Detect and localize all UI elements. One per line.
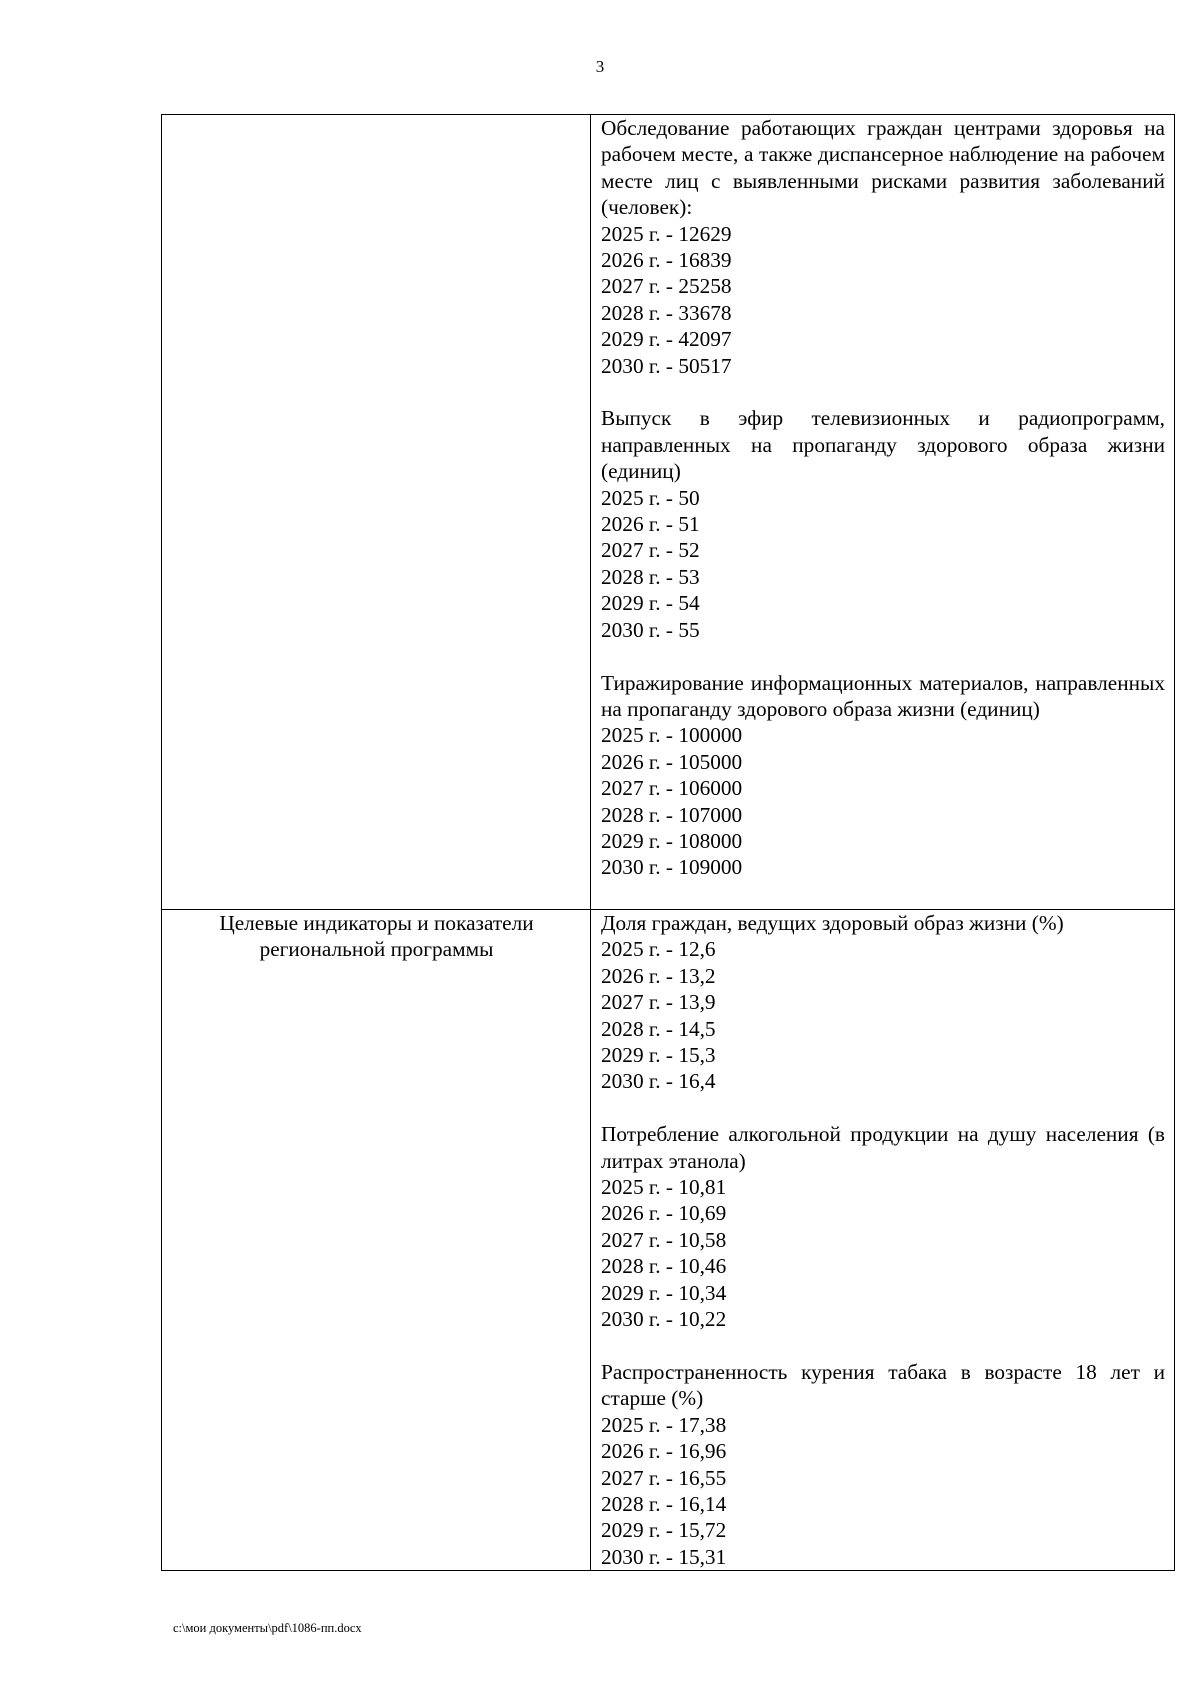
- table-row: [162, 910, 1175, 1571]
- indicator-value: 2027 г. - 16,55: [601, 1465, 727, 1490]
- indicator-value: 2027 г. - 52: [601, 538, 700, 563]
- indicator-value: 2026 г. - 13,2: [601, 963, 716, 988]
- indicator-value: 2030 г. - 50517: [601, 353, 732, 378]
- indicator-value: 2025 г. - 17,38: [601, 1412, 727, 1437]
- indicator-value: 2029 г. - 15,3: [601, 1043, 716, 1068]
- indicator-value: 2029 г. - 15,72: [601, 1518, 727, 1543]
- indicator-value: 2026 г. - 51: [601, 512, 700, 537]
- indicator-value: 2026 г. - 16839: [601, 248, 732, 273]
- indicator-block: [601, 115, 1165, 379]
- indicator-value: 2028 г. - 53: [601, 564, 700, 589]
- indicator-value: 2025 г. - 50: [601, 485, 700, 510]
- indicator-value: 2026 г. - 105000: [601, 749, 743, 774]
- page-number: 3: [595, 57, 605, 76]
- row-label-cell: Целевые индикаторы и показатели региональной программы: [162, 910, 591, 1571]
- indicator-value: 2028 г. - 16,14: [601, 1491, 727, 1516]
- indicator-value: 2030 г. - 10,22: [601, 1307, 727, 1332]
- indicator-value: 2027 г. - 10,58: [601, 1227, 727, 1252]
- indicator-description: Доля граждан, ведущих здоровый образ жизни (%): [601, 911, 1064, 935]
- table-row: [162, 115, 1175, 910]
- indicator-block: [601, 1359, 1165, 1570]
- program-passport-table: [161, 114, 1175, 1571]
- indicator-value: 2027 г. - 13,9: [601, 990, 716, 1015]
- indicator-value: 2028 г. - 14,5: [601, 1016, 716, 1041]
- indicator-description: Распространенность курения табака в возрасте 18 лет и старше (%): [601, 1359, 1165, 1411]
- indicators-cell: [591, 115, 1175, 910]
- indicator-description: Потребление алкогольной продукции на душу населения (в литрах этанола): [601, 1122, 1165, 1173]
- indicator-block: [601, 910, 1165, 1095]
- indicators-cell: [591, 910, 1175, 1571]
- indicator-value: 2029 г. - 42097: [601, 327, 732, 352]
- indicator-value: 2025 г. - 10,81: [601, 1175, 727, 1200]
- indicator-description: Тиражирование информационных материалов, направленных на пропаганду здорового образа жизни (единиц): [601, 670, 1165, 721]
- indicator-value: 2025 г. - 12629: [601, 221, 732, 246]
- indicator-value: 2030 г. - 15,31: [601, 1544, 727, 1569]
- indicator-value: 2029 г. - 10,34: [601, 1280, 727, 1305]
- indicator-value: 2027 г. - 106000: [601, 776, 743, 801]
- indicator-value: 2030 г. - 55: [601, 617, 700, 642]
- indicator-block: [601, 670, 1165, 881]
- indicator-value: 2026 г. - 10,69: [601, 1201, 727, 1226]
- indicator-value: 2028 г. - 10,46: [601, 1254, 727, 1279]
- indicator-description: Выпуск в эфир телевизионных и радиопрограмм, направленных на пропаганду здорового образа жизни (единиц): [601, 406, 1165, 484]
- indicator-block: [601, 1121, 1165, 1332]
- indicator-value: 2027 г. - 25258: [601, 274, 732, 299]
- indicator-block: [601, 405, 1165, 643]
- indicator-value: 2028 г. - 107000: [601, 802, 743, 827]
- footer-file-path: c:\мои документы\pdf\1086-пп.docx: [173, 1621, 362, 1635]
- indicator-value: 2025 г. - 12,6: [601, 937, 716, 962]
- indicator-value: 2029 г. - 108000: [601, 828, 743, 853]
- indicator-description: Обследование работающих граждан центрами здоровья на рабочем месте, а также диспансерное наблюдение на рабочем месте лиц с выявленными рисками развития заболеваний (человек):: [601, 116, 1165, 220]
- indicator-value: 2030 г. - 109000: [601, 855, 743, 880]
- indicator-value: 2025 г. - 100000: [601, 723, 743, 748]
- indicator-value: 2028 г. - 33678: [601, 300, 732, 325]
- indicator-value: 2026 г. - 16,96: [601, 1439, 727, 1464]
- indicator-value: 2030 г. - 16,4: [601, 1069, 716, 1094]
- row-label-cell: [162, 115, 591, 910]
- indicator-value: 2029 г. - 54: [601, 591, 700, 616]
